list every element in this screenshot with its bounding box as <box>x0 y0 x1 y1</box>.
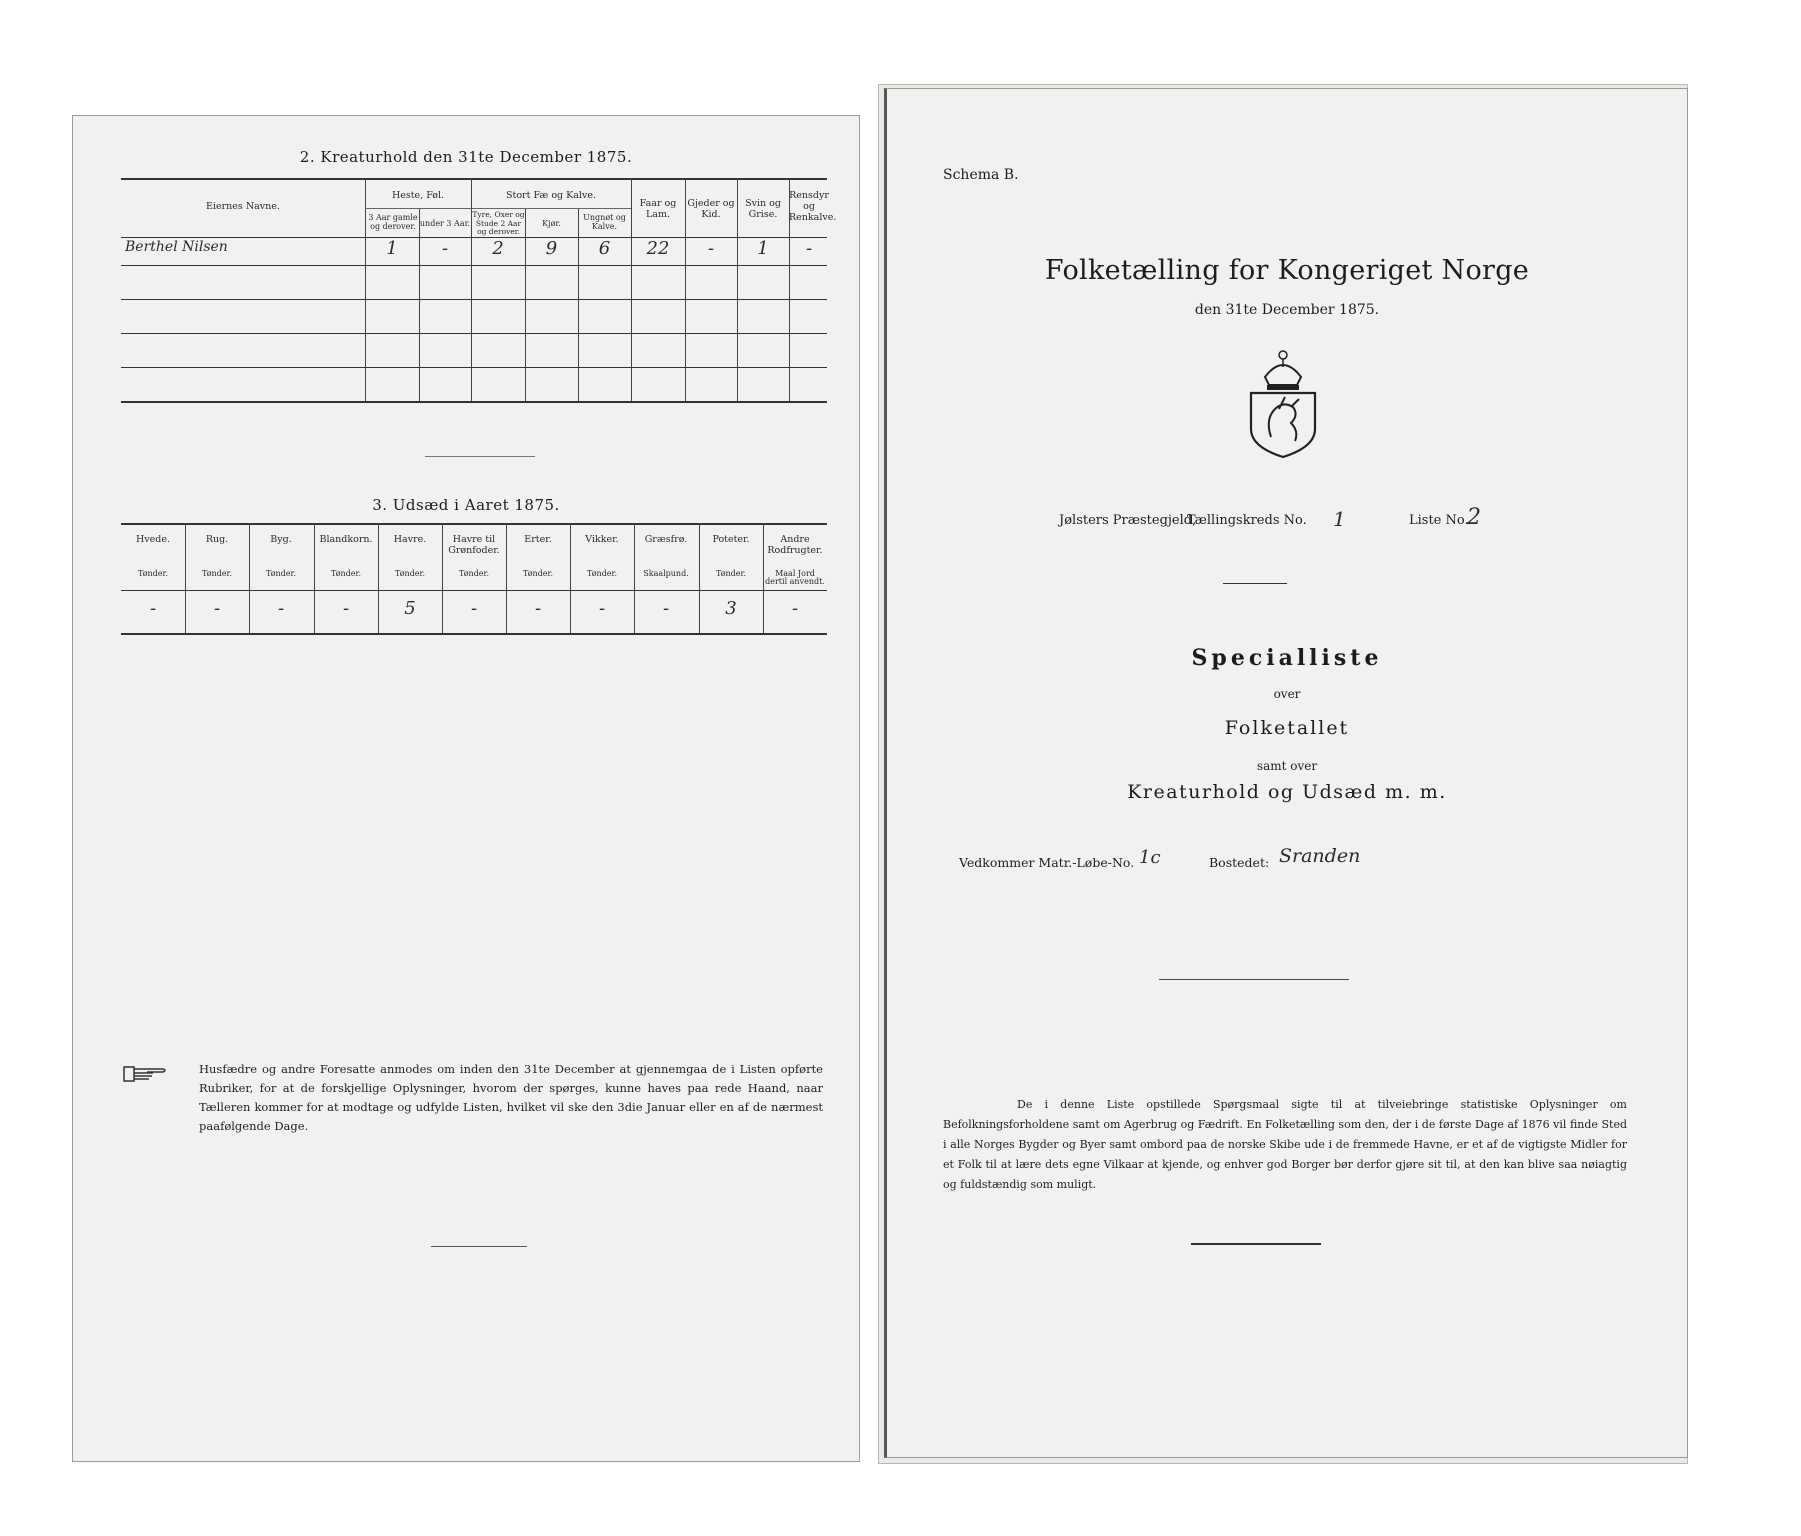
seed-header-name: Andre Rodfrugter. <box>767 534 823 556</box>
divider <box>1223 583 1287 584</box>
seed-header-unit: Tønder. <box>137 569 169 578</box>
coat-of-arms-icon <box>1239 347 1327 459</box>
cell-cattle-young: 6 <box>598 238 611 259</box>
table2-col-rule <box>525 208 526 401</box>
list-label: Liste No. <box>1409 513 1469 528</box>
header-goats: Gjeder og Kid. <box>687 198 735 220</box>
bosted-label: Bostedet: <box>1209 855 1270 870</box>
folketallet-title: Folketallet <box>1224 717 1350 739</box>
cell-horses-young: - <box>441 238 449 259</box>
table2-col-rule <box>419 208 420 401</box>
table2-row-rule <box>121 299 827 300</box>
seed-value: - <box>149 598 157 619</box>
cell-cattle-cows: 9 <box>545 238 558 259</box>
seed-value: - <box>342 598 350 619</box>
samt-over-label: samt over <box>1256 759 1318 773</box>
table3-header-rule <box>121 590 827 591</box>
seed-value: - <box>662 598 670 619</box>
seed-value: - <box>277 598 285 619</box>
header-horses-young: under 3 Aar. <box>419 219 471 228</box>
seed-header-name: Græsfrø. <box>644 534 688 545</box>
owner-name: Berthel Nilsen <box>125 239 228 255</box>
seed-header-name: Byg. <box>270 534 292 545</box>
seed-header-name: Havre. <box>393 534 427 545</box>
matr-number: 1c <box>1139 847 1161 868</box>
seed-value: - <box>598 598 606 619</box>
livestock-title: Kreaturhold og Udsæd m. m. <box>1127 781 1447 803</box>
table2-group-rule <box>365 208 631 209</box>
seed-value: - <box>534 598 542 619</box>
seed-header-unit: Tønder. <box>715 569 747 578</box>
district-number: 1 <box>1333 507 1346 531</box>
header-reindeer: Rensdyr og Renkalve. <box>789 190 837 223</box>
seed-value: 3 <box>725 598 737 619</box>
divider <box>425 456 535 457</box>
parish: Jølsters Præstegjeld, <box>1059 513 1197 528</box>
section2-title: 2. Kreaturhold den 31te December 1875. <box>299 148 633 166</box>
cell-horses-adult: 1 <box>386 238 398 259</box>
list-number: 2 <box>1467 505 1481 530</box>
seed-header-unit: Skaalpund. <box>643 569 689 578</box>
table3-bottom-rule <box>121 633 827 635</box>
notice-text: Husfædre og andre Foresatte anmodes om inden den 31te December at gjennemgaa de i Listen opførte Rubriker, for at de forskjellige Oplysninger, hvorom der spørges, kunne haves paa rede Haand, naar Tælleren kommer for at modtage og udfylde Listen, hvilket vil ske den 3die Januar eller en af de nærmest paafølgende Dage. <box>199 1062 823 1133</box>
seed-header-unit: Tønder. <box>394 569 426 578</box>
cell-pigs: 1 <box>757 238 769 259</box>
seed-header-unit: Tønder. <box>201 569 233 578</box>
table2-top-rule <box>121 178 827 180</box>
seed-header-unit: Tønder. <box>458 569 490 578</box>
header-cattle-young: Ungnøt og Kalve. <box>583 213 626 231</box>
seed-header-name: Havre til Grønfoder. <box>448 534 500 556</box>
seed-value: - <box>791 598 799 619</box>
divider <box>1159 979 1349 980</box>
divider <box>1191 1243 1321 1245</box>
right-page <box>884 88 1688 1458</box>
header-owner: Eiernes Navne. <box>206 201 280 212</box>
seed-header-name: Blandkorn. <box>319 534 373 545</box>
header-sheep: Faar og Lam. <box>639 198 677 220</box>
seed-value: - <box>213 598 221 619</box>
cell-reindeer: - <box>805 238 813 259</box>
divider <box>431 1246 527 1247</box>
seed-value: - <box>470 598 478 619</box>
seed-header-name: Hvede. <box>136 534 170 545</box>
seed-header-name: Rug. <box>205 534 229 545</box>
cell-cattle-bulls: 2 <box>492 238 504 259</box>
special-list-title: Specialliste <box>1191 645 1383 671</box>
intro-paragraph: De i denne Liste opstillede Spørgsmaal sigte til at tilveiebringe statistiske Oplysninger om Befolkningsforholdene samt om Agerbrug og Fædrift. En Folketælling som den, der i de første Dage af 1876 vil finde Sted i alle Norges Bygder og Byer samt ombord paa de norske Skibe ude i de fremmede Havne, er et af de vigtigste Midler for et Folk til at lære dets egne Vilkaar at kjende, og enhver god Borger bør derfor gjøre sit til, at den kan blive saa nøiagtig og fuldstændig som muligt. <box>943 1098 1627 1191</box>
seed-header-unit: Tønder. <box>265 569 297 578</box>
seed-header-name: Poteter. <box>712 534 750 545</box>
over-label: over <box>1273 687 1301 701</box>
bosted-value: Sranden <box>1279 845 1361 867</box>
seed-header-unit: Maal Jord dertil anvendt. <box>765 569 825 586</box>
seed-value: 5 <box>404 598 416 619</box>
census-date: den 31te December 1875. <box>1194 302 1380 318</box>
seed-header-name: Vikker. <box>585 534 619 545</box>
seed-header-unit: Tønder. <box>330 569 362 578</box>
pointing-hand-icon <box>123 1062 171 1084</box>
schema-label: Schema B. <box>943 167 1019 183</box>
seed-header-name: Erter. <box>524 534 552 545</box>
census-title: Folketælling for Kongeriget Norge <box>1044 255 1530 286</box>
header-horses: Heste, Føl. <box>391 190 445 201</box>
header-horses-adult: 3 Aar gamle og derover. <box>368 213 418 231</box>
district-label: Tællingskreds No. <box>1187 513 1307 528</box>
header-cattle-bulls: Tyre, Oxer og Stude 2 Aar og derover. <box>472 210 525 236</box>
seed-header-unit: Tønder. <box>522 569 554 578</box>
table2-row-rule <box>121 367 827 368</box>
header-cattle: Stort Fæ og Kalve. <box>506 190 596 201</box>
left-page <box>72 115 860 1462</box>
table2-col-rule <box>578 208 579 401</box>
table2-col-rule <box>365 178 366 401</box>
cell-goats: - <box>707 238 715 259</box>
header-pigs: Svin og Grise. <box>745 198 781 220</box>
table2-row-rule <box>121 333 827 334</box>
cell-sheep: 22 <box>646 238 670 259</box>
section3-title: 3. Udsæd i Aaret 1875. <box>372 496 560 514</box>
table2-row-rule <box>121 265 827 266</box>
header-cattle-cows: Kjør. <box>542 219 561 228</box>
table3-top-rule <box>121 523 827 525</box>
table2-bottom-rule <box>121 401 827 403</box>
matr-label: Vedkommer Matr.-Løbe-No. <box>959 855 1135 870</box>
seed-header-unit: Tønder. <box>586 569 618 578</box>
